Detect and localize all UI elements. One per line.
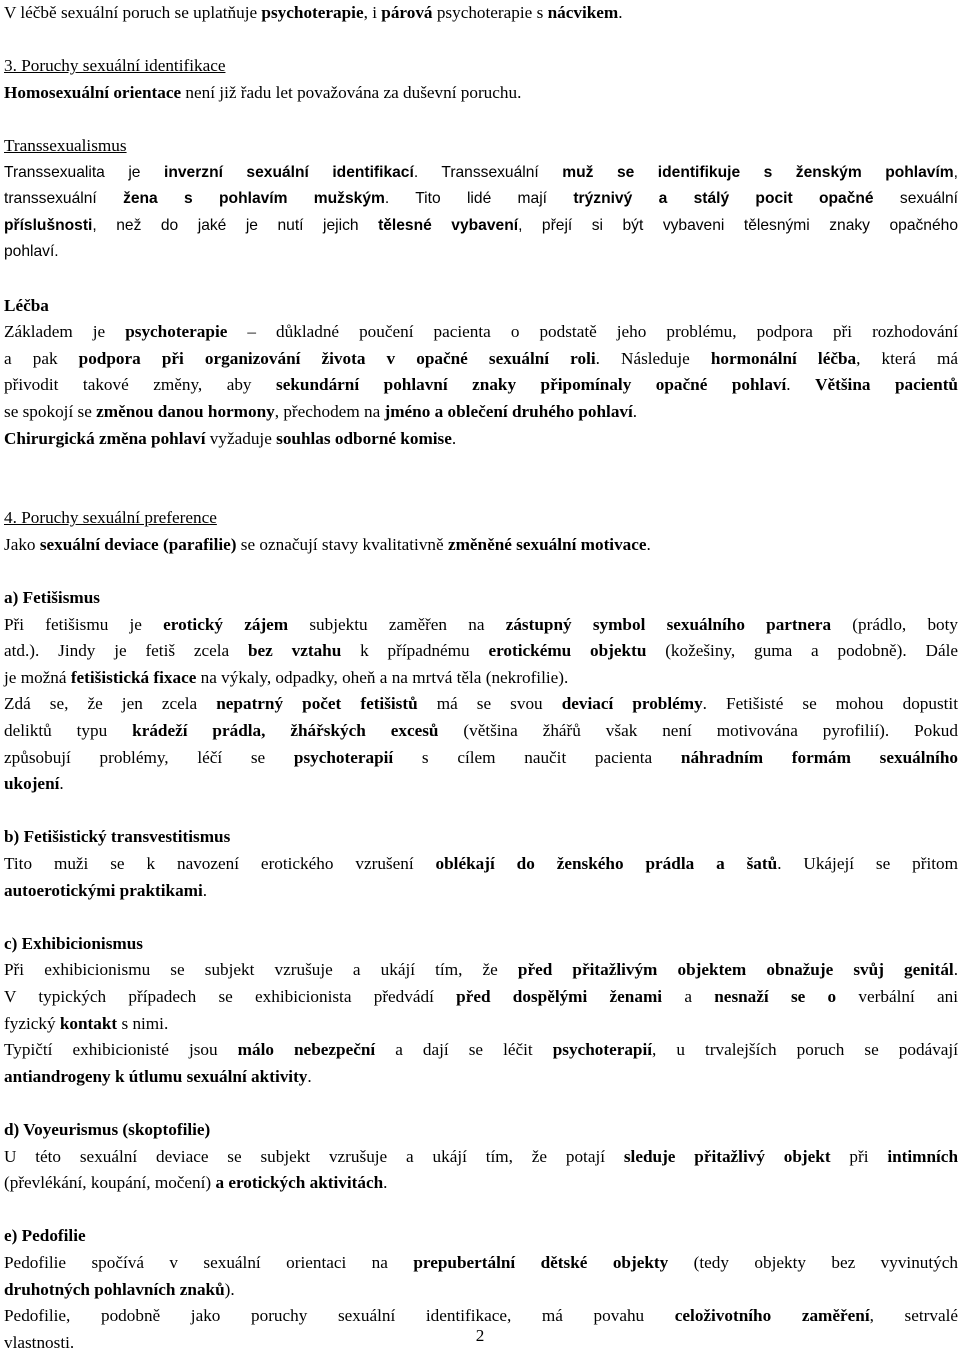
text-run: atd.). Jindy je fetiš zcela [4,641,248,661]
bold-text: změněné sexuální motivace [447,534,647,554]
bold-text: Chirurgická změna pohlaví [4,428,206,448]
text-line [4,80,958,107]
text-run: deliktů typu [4,721,133,741]
text-line [4,638,958,665]
bold-text: psychoterapií [293,747,394,767]
bold-text: Většina pacientů [815,375,958,395]
text-line [4,745,958,772]
bold-text: změnou danou hormony [96,401,275,421]
text-run: pohlaví. [4,243,59,261]
text-run: verbální ani [836,986,958,1006]
text-run: se spokojí se [4,401,97,421]
bold-text: psychoterapií [552,1040,653,1060]
text-line [4,612,958,639]
bold-text: Léčba [4,295,49,315]
text-run: se označují stavy kvalitativně [236,534,448,554]
text-run: . [202,880,208,900]
text-run: a [662,986,715,1006]
text-line [4,1037,958,1064]
text-run: přivodit takové změny, aby [4,375,277,395]
text-line [4,691,958,718]
text-run: s cílem naučit pacienta [393,747,681,767]
text-run: a pak [4,348,79,368]
text-run: (tedy objekty bez vyvinutých [668,1252,958,1272]
text-run: ). [224,1279,235,1299]
blank-line [4,1090,958,1117]
text-run: Jako [4,534,40,554]
bold-text: psychoterapie [125,322,228,342]
bold-text: erotickému objektu [488,641,647,661]
text-line [4,372,958,399]
text-run: Při fetišismu je [4,614,164,634]
bold-text: nepatrný počet fetišistů [216,694,418,714]
text-run: Transsexualita je [4,163,164,181]
text-run: je možná [4,667,71,687]
bold-text: podpora při organizování života v opačné sexuální roli [78,348,596,368]
text-line [4,878,958,905]
bold-text: kontakt [59,1013,118,1033]
text-line [4,319,958,346]
bold-text: jméno a oblečení druhého pohlaví [384,401,633,421]
bold-text: deviací problémy [561,694,703,714]
text-run: U této sexuální deviace se subjekt vzrušuje a ukájí tím, že potají [4,1146,624,1166]
underlined-heading: Transsexualismus [4,135,127,155]
bold-text: fetišistická fixace [70,667,197,687]
text-line [4,133,958,160]
bold-text: b) Fetišistický transvestitismus [4,827,231,847]
body-text [4,0,958,1356]
text-line [4,53,958,80]
bold-text: málo nebezpeční [237,1040,376,1060]
text-run: vyžaduje [205,428,277,448]
text-run: . [632,401,638,421]
text-line [4,851,958,878]
blank-line [4,1197,958,1224]
bold-text: párová [381,3,433,22]
text-run: Základem je [4,322,126,342]
text-run: Typičtí exhibicionisté jsou [4,1040,238,1060]
text-line [4,0,958,27]
text-run: (většina žhářů však není motivována pyrofilií). Pokud [438,721,958,741]
blank-line [4,106,958,133]
text-run: není již řadu let považována za duševní poruchu. [181,82,522,102]
blank-line [4,266,958,293]
bold-text: trýznivý a stálý pocit opačné [573,190,874,208]
text-line [4,399,958,426]
bold-text: prepubertální dětské objekty [413,1252,669,1272]
blank-line [4,904,958,931]
text-run: Pedofilie, podobně jako poruchy sexuální identifikace, má povahu [4,1306,675,1326]
text-run: , setrvalé [869,1306,958,1326]
text-line [4,1223,958,1250]
text-line [4,213,958,240]
bold-text: psychoterapie [261,3,364,22]
text-line [4,160,958,187]
bold-text: erotický zájem [163,614,289,634]
text-line [4,1277,958,1304]
bold-text: intimních [887,1146,958,1166]
text-line [4,585,958,612]
text-run: . Tito lidé mají [384,190,574,208]
text-line [4,1011,958,1038]
bold-text: nácvikem [547,3,619,22]
text-run: . [451,428,457,448]
text-run: . Ukájejí se přitom [777,854,958,873]
text-run: V léčbě sexuální poruch se uplatňuje [4,3,262,22]
text-run: fyzický [4,1013,60,1033]
text-run: transsexuální [4,190,124,208]
text-line [4,771,958,798]
text-line [4,931,958,958]
text-run: Tito muži se k navození erotického vzrušení [4,854,436,873]
text-line [4,293,958,320]
text-line [4,1064,958,1091]
text-line [4,532,958,559]
text-line [4,1117,958,1144]
bold-text: před dospělými ženami [456,986,663,1006]
bold-text: druhotných pohlavních znaků [4,1279,225,1299]
text-run: V typických případech se exhibicionista předvádí [4,986,457,1006]
text-run: , [953,163,958,181]
bold-text: a erotických aktivitách [215,1173,384,1193]
text-run: , přejí si být vybaveni tělesnými znaky opačného [518,216,958,234]
bold-text: bez vztahu [247,641,342,661]
blank-line [4,479,958,506]
text-run: . [383,1173,388,1193]
text-run: . [307,1066,312,1086]
text-line [4,718,958,745]
text-run: k případnému [341,641,489,661]
text-line [4,984,958,1011]
text-line [4,426,958,453]
text-line [4,665,958,692]
text-run: subjektu zaměřen na [288,614,506,634]
text-run: Zdá se, že jen zcela [4,694,217,714]
text-run: , i [363,3,382,22]
bold-text: souhlas odborné komise [276,428,452,448]
text-run: , u trvalejších poruch se podávají [652,1040,958,1060]
text-run: . Následuje [595,348,711,368]
bold-text: náhradním formám sexuálního [680,747,958,767]
bold-text: inverzní sexuální identifikací [164,163,414,181]
text-run: . [59,774,64,794]
text-run: a dají se léčit [375,1040,553,1060]
bold-text: celoživotního zaměření [674,1306,870,1326]
bold-text: hormonální léčba [710,348,857,368]
blank-line [4,798,958,825]
text-run: . [618,3,623,22]
text-run: má se svou [417,694,562,714]
bold-text: sekundární pohlavní znaky připomínaly opačné pohlaví [276,375,787,395]
text-line [4,957,958,984]
bold-text: zástupný symbol sexuálního partnera [505,614,832,634]
bold-text: antiandrogeny k útlumu sexuální aktivity [4,1066,308,1086]
bold-text: žena s pohlavím mužským [123,190,385,208]
text-run: . [646,534,651,554]
bold-text: Homosexuální orientace [4,82,182,102]
text-run: (prádlo, boty [831,614,959,634]
text-line [4,1170,958,1197]
blank-line [4,452,958,479]
bold-text: ukojení [4,774,60,794]
text-run: s nimi. [117,1013,169,1033]
page-number: 2 [475,1326,485,1345]
bold-text: c) Exhibicionismus [4,933,143,953]
bold-text: sexuální deviace (parafilie) [39,534,237,554]
bold-text: e) Pedofilie [4,1226,86,1246]
text-run: Při exhibicionismu se subjekt vzrušuje a ukájí tím, že [4,960,518,980]
bold-text: příslušnosti [4,216,93,234]
text-run: , než do jaké je nutí jejich [92,216,379,234]
text-run: . [786,375,816,395]
text-line [4,346,958,373]
text-run: . [953,960,958,980]
text-run: psychoterapie s [432,3,548,22]
text-run: – důkladné poučení pacienta o podstatě jeho problému, podpora při rozhodování [227,322,958,342]
bold-text: oblékají do ženského prádla a šatů [435,854,778,873]
bold-text: muž se identifikuje s ženským pohlavím [562,163,954,181]
bold-text: nesnaží se o [714,986,837,1006]
blank-line [4,558,958,585]
bold-text: a) Fetišismus [4,588,100,608]
bold-text: d) Voyeurismus (skoptofilie) [4,1119,211,1139]
text-run: Pedofilie spočívá v sexuální orientaci na [4,1252,414,1272]
bold-text: před přitažlivým objektem obnažuje svůj genitál [517,960,954,980]
text-run: sexuální [873,190,958,208]
bold-text: tělesné vybavení [378,216,519,234]
text-line [4,1144,958,1171]
text-run: . Transsexuální [413,163,563,181]
blank-line [4,27,958,54]
text-run: , která má [856,348,958,368]
text-line [4,1250,958,1277]
document-page [4,0,958,1356]
text-run: (kožešiny, guma a podobně). Dále [646,641,958,661]
text-run: . Fetišisté se mohou dopustit [702,694,958,714]
text-run: způsobují problémy, léčí se [4,747,294,767]
text-run: (převlékání, koupání, močení) [4,1173,216,1193]
underlined-heading: 4. Poruchy sexuální preference [4,508,217,528]
text-run: na výkaly, odpadky, oheň a na mrtvá těla (nekrofilie). [196,667,569,687]
text-line [4,239,958,266]
text-run: vlastnosti. [4,1332,75,1352]
text-line [4,505,958,532]
bold-text: krádeží prádla, žhářských excesů [132,721,439,741]
text-run: při [830,1146,888,1166]
text-run: , přechodem na [274,401,385,421]
text-line [4,186,958,213]
text-line [4,824,958,851]
bold-text: autoerotickými praktikami [4,880,203,900]
bold-text: sleduje přitažlivý objekt [623,1146,831,1166]
underlined-heading: 3. Poruchy sexuální identifikace [4,56,226,76]
